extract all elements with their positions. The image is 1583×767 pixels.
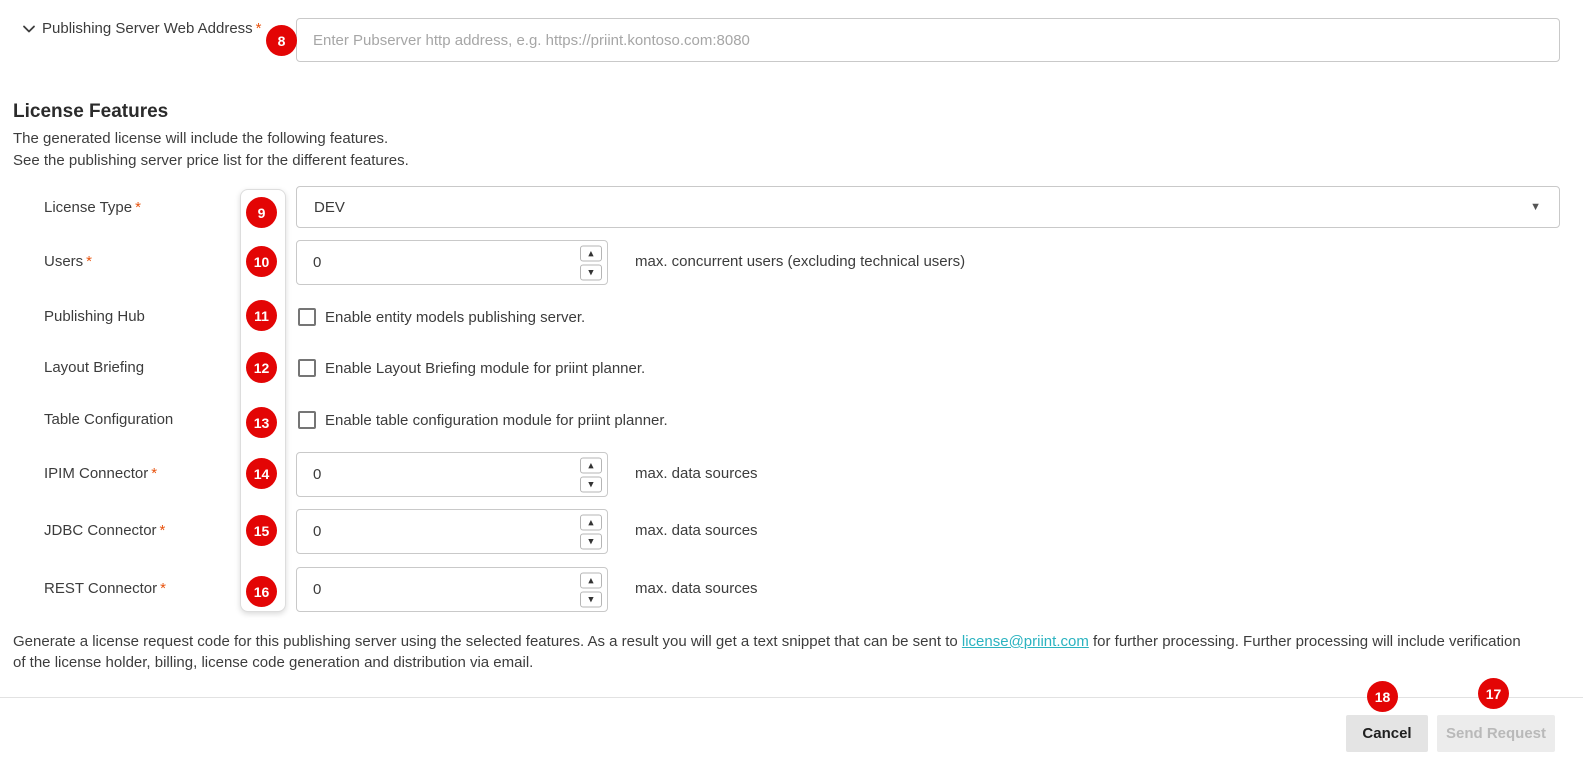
ipim-connector-label-text: IPIM Connector xyxy=(44,465,149,482)
send-request-button[interactable]: Send Request xyxy=(1437,715,1555,752)
users-spinner xyxy=(580,245,602,280)
section-description-line1: The generated license will include the following features. xyxy=(13,130,389,147)
rest-spinner xyxy=(580,572,602,607)
users-input[interactable] xyxy=(296,240,608,285)
jdbc-suffix-text: max. data sources xyxy=(635,522,758,539)
required-asterisk: * xyxy=(135,199,141,216)
publishing-hub-label: Publishing Hub xyxy=(44,308,145,325)
jdbc-connector-label-text: JDBC Connector xyxy=(44,522,157,539)
table-configuration-checkbox-text: Enable table configuration module for priint planner. xyxy=(325,412,668,429)
jdbc-spinner xyxy=(580,514,602,549)
users-label xyxy=(44,253,92,270)
select-dropdown-arrow-icon: ▼ xyxy=(1530,201,1541,213)
spin-up-button[interactable]: ▲ xyxy=(580,572,602,588)
chevron-down-icon[interactable] xyxy=(21,21,37,37)
annotation-badge-12: 12 xyxy=(246,352,277,383)
cancel-button[interactable]: Cancel xyxy=(1346,715,1428,752)
annotation-badge-9: 9 xyxy=(246,197,277,228)
footer-text-before-link: Generate a license request code for this publishing server using the selected features. As a result you will get a text snippet that can be sent to xyxy=(13,633,962,650)
users-input-wrap xyxy=(296,240,608,285)
footer-divider xyxy=(0,697,1583,698)
license-type-selected-value: DEV xyxy=(314,198,345,216)
annotation-badge-18: 18 xyxy=(1367,681,1398,712)
spin-up-button[interactable]: ▲ xyxy=(580,514,602,530)
spin-up-button[interactable]: ▲ xyxy=(580,457,602,473)
footer-text-after-link: for further processing. Further processing will include verification of the license holder, billing, license code generation and distribution via email. xyxy=(13,633,1521,671)
section-description-line2: See the publishing server price list for the different features. xyxy=(13,152,409,169)
users-label-text: Users xyxy=(44,253,84,270)
annotation-badge-14: 14 xyxy=(246,458,277,489)
required-asterisk: * xyxy=(159,522,166,539)
rest-suffix-text: max. data sources xyxy=(635,580,758,597)
annotation-badge-10: 10 xyxy=(246,246,277,277)
layout-briefing-checkbox[interactable] xyxy=(298,359,316,377)
annotation-badge-16: 16 xyxy=(246,576,277,607)
required-asterisk: * xyxy=(160,580,166,597)
table-configuration-label: Table Configuration xyxy=(44,411,174,428)
rest-input-wrap xyxy=(296,567,608,612)
annotation-badge-13: 13 xyxy=(246,407,277,438)
license-request-description xyxy=(13,631,1528,673)
publishing-hub-checkbox-text: Enable entity models publishing server. xyxy=(325,309,586,326)
spin-up-button[interactable]: ▲ xyxy=(580,245,602,261)
required-asterisk: * xyxy=(255,20,262,37)
ipim-connector-label xyxy=(44,465,157,482)
section-title: License Features xyxy=(13,101,169,122)
web-address-label xyxy=(42,20,262,37)
layout-briefing-checkbox-text: Enable Layout Briefing module for priint planner. xyxy=(325,360,646,377)
ipim-input-wrap xyxy=(296,452,608,497)
license-type-label-text: License Type xyxy=(44,199,133,216)
jdbc-connector-label xyxy=(44,522,165,539)
annotation-badge-17: 17 xyxy=(1478,678,1509,709)
rest-connector-label-text: REST Connector xyxy=(44,580,158,597)
web-address-input[interactable] xyxy=(296,18,1560,62)
ipim-spinner xyxy=(580,457,602,492)
annotation-badge-15: 15 xyxy=(246,515,277,546)
required-asterisk: * xyxy=(151,465,158,482)
license-type-select[interactable] xyxy=(296,186,1560,228)
jdbc-input-wrap xyxy=(296,509,608,554)
spin-down-button[interactable]: ▼ xyxy=(580,591,602,607)
layout-briefing-label: Layout Briefing xyxy=(44,359,145,376)
jdbc-connector-input[interactable] xyxy=(296,509,608,554)
license-type-label xyxy=(44,199,141,216)
license-email-link[interactable]: license@priint.com xyxy=(961,633,1089,650)
spin-down-button[interactable]: ▼ xyxy=(580,476,602,492)
spin-down-button[interactable]: ▼ xyxy=(580,264,602,280)
ipim-connector-input[interactable] xyxy=(296,452,608,497)
spin-down-button[interactable]: ▼ xyxy=(580,533,602,549)
required-asterisk: * xyxy=(86,253,93,270)
rest-connector-label xyxy=(44,580,166,597)
ipim-suffix-text: max. data sources xyxy=(635,465,758,482)
users-suffix-text: max. concurrent users (excluding technical users) xyxy=(635,253,966,270)
annotation-badge-8: 8 xyxy=(266,25,297,56)
publishing-hub-checkbox[interactable] xyxy=(298,308,316,326)
annotation-badge-11: 11 xyxy=(246,300,277,331)
web-address-label-text: Publishing Server Web Address xyxy=(42,20,253,37)
rest-connector-input[interactable] xyxy=(296,567,608,612)
table-configuration-checkbox[interactable] xyxy=(298,411,316,429)
